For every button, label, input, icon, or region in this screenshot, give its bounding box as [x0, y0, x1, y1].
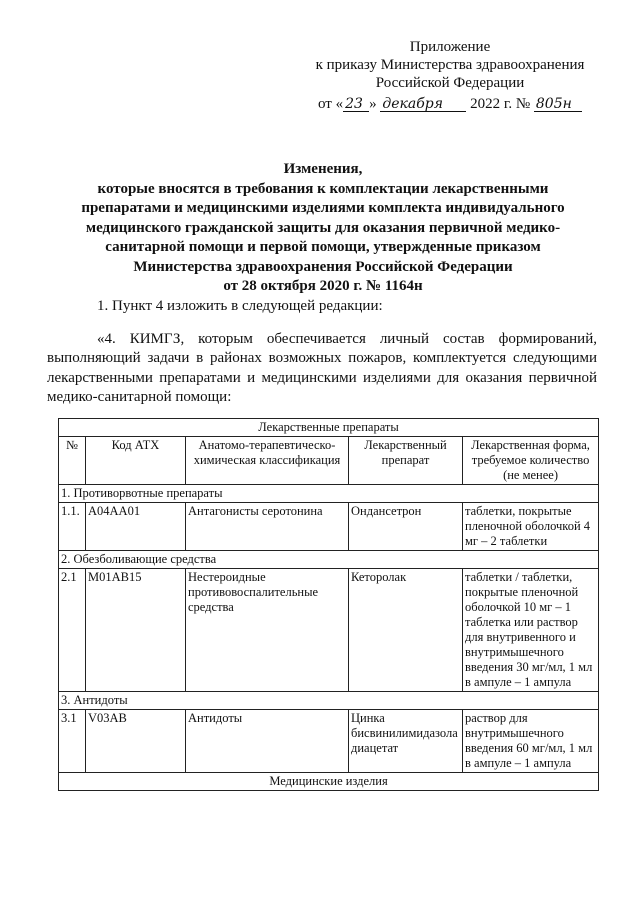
paragraph-rest: выполняющий задачи в районах возможных пожаров, комплектуется следующими лекарственными препаратами и медицинскими изделиями для оказания первичной медико-санитарной помощи: [47, 350, 597, 406]
appendix-line: к приказу Министерства здравоохранения [315, 57, 585, 73]
header-number: № [59, 437, 86, 485]
medical-devices-heading: Медицинские изделия [59, 773, 599, 791]
order-date-number [318, 96, 582, 113]
appendix-line: Приложение [409, 39, 491, 55]
table-title-row [59, 419, 599, 437]
cell-form-quantity: таблетки / таблетки, покрытые пленочной оболочкой 10 мг – 1 таблетка или раствор для внутривенного и внутримышечного введения 30 мг/мл, 1 мл в ампуле – 1 ампула [463, 569, 599, 692]
cell-classification: Антидоты [186, 710, 349, 773]
item-4-paragraph [47, 330, 597, 408]
cell-form-quantity: таблетки, покрытые пленочной оболочкой 4 мг – 2 таблетки [463, 503, 599, 551]
header-classification: Анатомо-терапевтическо-химическая классификация [186, 437, 349, 485]
date-prefix: от « [318, 96, 344, 112]
title-line: санитарной помощи и первой помощи, утвержденные приказом [105, 239, 541, 255]
section-row [59, 692, 599, 710]
date-close: » [369, 96, 377, 112]
cell-number: 3.1 [59, 710, 86, 773]
section-row [59, 485, 599, 503]
cell-atc-code: V03AB [86, 710, 186, 773]
section-name: 2. Обезболивающие средства [59, 551, 599, 569]
title-line: препаратами и медицинскими изделиями комплекта индивидуального [81, 200, 565, 216]
table-row [59, 710, 599, 773]
year-text: 2022 г. № [470, 96, 531, 112]
header-drug: Лекарственный препарат [349, 437, 463, 485]
cell-form-quantity: раствор для внутримышечного введения 60 мг/мл, 1 мл в ампуле – 1 ампула [463, 710, 599, 773]
cell-drug: Ондансетрон [349, 503, 463, 551]
cell-drug: Цинка бисвинилимидазола диацетат [349, 710, 463, 773]
title-line: Изменения, [283, 161, 363, 177]
table-footer-row [59, 773, 599, 791]
title-line: медицинского гражданской защиты для оказания первичной медико- [85, 219, 561, 236]
document-title [50, 160, 596, 297]
cell-drug: Кеторолак [349, 569, 463, 692]
handwritten-day: 23 [343, 97, 369, 112]
cell-atc-code: A04AA01 [86, 503, 186, 551]
handwritten-number: 805н [534, 97, 582, 112]
cell-number: 2.1 [59, 569, 86, 692]
cell-number: 1.1. [59, 503, 86, 551]
section-name: 3. Антидоты [59, 692, 599, 710]
handwritten-month: декабря [380, 97, 466, 112]
table-header-row [59, 437, 599, 485]
cell-classification: Нестероидные противовоспалительные средства [186, 569, 349, 692]
title-line: от 28 октября 2020 г. № 1164н [223, 278, 423, 294]
table-row [59, 569, 599, 692]
paragraph-first-line: «4. КИМГЗ, которым обеспечивается личный состав формирований, [97, 331, 597, 347]
item-1-paragraph: 1. Пункт 4 изложить в следующей редакции: [97, 298, 383, 314]
section-name: 1. Противорвотные препараты [59, 485, 599, 503]
table-title: Лекарственные препараты [59, 419, 599, 437]
appendix-line: Российской Федерации [375, 75, 525, 91]
title-line: которые вносятся в требования к комплектации лекарственными [97, 180, 549, 197]
table-row [59, 503, 599, 551]
appendix-header [300, 38, 600, 92]
medication-table [58, 418, 599, 791]
header-form-quantity: Лекарственная форма, требуемое количество (не менее) [463, 437, 599, 485]
cell-classification: Антагонисты серотонина [186, 503, 349, 551]
section-row [59, 551, 599, 569]
title-line: Министерства здравоохранения Российской Федерации [133, 258, 513, 275]
cell-atc-code: M01AB15 [86, 569, 186, 692]
header-atc-code: Код АТХ [86, 437, 186, 485]
